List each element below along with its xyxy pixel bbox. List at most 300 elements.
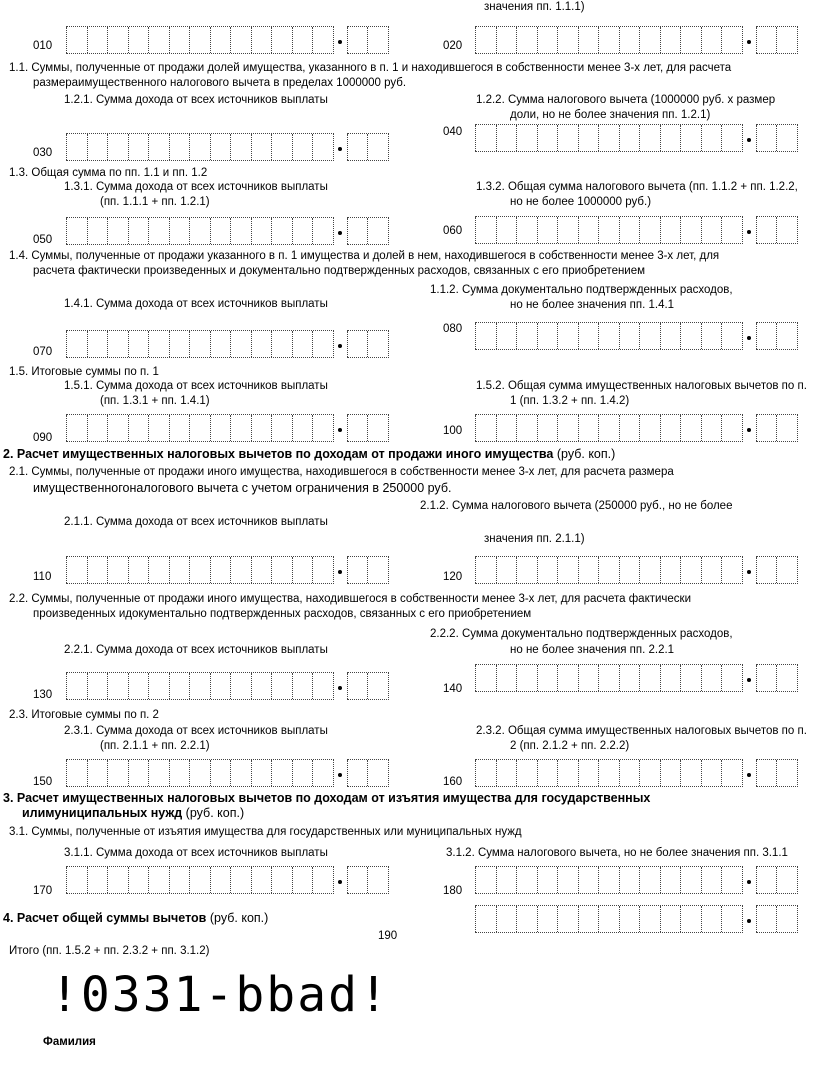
digit-cell[interactable]	[367, 415, 368, 441]
digit-cell[interactable]	[292, 218, 293, 244]
digit-cell[interactable]	[251, 331, 252, 357]
digit-cell[interactable]	[107, 134, 108, 160]
digit-cell[interactable]	[776, 665, 777, 691]
digit-cell[interactable]	[776, 323, 777, 349]
amount-field-080[interactable]	[475, 322, 798, 350]
digit-cell[interactable]	[756, 125, 757, 151]
digit-cell[interactable]	[347, 557, 348, 583]
digit-cell[interactable]	[756, 760, 757, 786]
digit-cell[interactable]	[701, 760, 702, 786]
digit-cell[interactable]	[230, 415, 231, 441]
digit-cell[interactable]	[347, 760, 348, 786]
kopecks-cells[interactable]	[347, 217, 389, 245]
digit-cell[interactable]	[66, 673, 67, 699]
digit-cell[interactable]	[271, 557, 272, 583]
kopecks-cells[interactable]	[756, 556, 798, 584]
digit-cell[interactable]	[271, 218, 272, 244]
digit-cell[interactable]	[87, 27, 88, 53]
digit-cell[interactable]	[367, 27, 368, 53]
kopecks-cells[interactable]	[756, 759, 798, 787]
digit-cell[interactable]	[312, 415, 313, 441]
digit-cell[interactable]	[537, 760, 538, 786]
digit-cell[interactable]	[721, 665, 722, 691]
digit-cell[interactable]	[312, 331, 313, 357]
digit-cell[interactable]	[756, 217, 757, 243]
digit-cell[interactable]	[169, 415, 170, 441]
digit-cell[interactable]	[680, 906, 681, 932]
digit-cell[interactable]	[367, 760, 368, 786]
digit-cell[interactable]	[292, 557, 293, 583]
digit-cell[interactable]	[721, 27, 722, 53]
amount-field-050[interactable]	[66, 217, 389, 245]
digit-cell[interactable]	[598, 125, 599, 151]
digit-cell[interactable]	[537, 415, 538, 441]
digit-cell[interactable]	[312, 218, 313, 244]
digit-cell[interactable]	[169, 760, 170, 786]
digit-cell[interactable]	[189, 557, 190, 583]
digit-cell[interactable]	[776, 867, 777, 893]
digit-cell[interactable]	[128, 415, 129, 441]
digit-cell[interactable]	[756, 27, 757, 53]
digit-cell[interactable]	[169, 867, 170, 893]
digit-cell[interactable]	[701, 27, 702, 53]
digit-cell[interactable]	[347, 331, 348, 357]
digit-cell[interactable]	[680, 665, 681, 691]
digit-cell[interactable]	[312, 557, 313, 583]
digit-cell[interactable]	[537, 27, 538, 53]
digit-cell[interactable]	[271, 331, 272, 357]
digit-cell[interactable]	[776, 415, 777, 441]
amount-field-100[interactable]	[475, 414, 798, 442]
digit-cell[interactable]	[251, 673, 252, 699]
digit-cell[interactable]	[169, 331, 170, 357]
kopecks-cells[interactable]	[756, 866, 798, 894]
digit-cell[interactable]	[496, 906, 497, 932]
digit-cell[interactable]	[107, 760, 108, 786]
digit-cell[interactable]	[639, 760, 640, 786]
digit-cell[interactable]	[107, 27, 108, 53]
digit-cell[interactable]	[756, 323, 757, 349]
digit-cell[interactable]	[756, 906, 757, 932]
digit-cell[interactable]	[128, 673, 129, 699]
digit-cell[interactable]	[660, 760, 661, 786]
digit-cell[interactable]	[516, 125, 517, 151]
rubles-cells[interactable]	[66, 414, 334, 442]
rubles-cells[interactable]	[66, 133, 334, 161]
rubles-cells[interactable]	[66, 26, 334, 54]
rubles-cells[interactable]	[475, 905, 743, 933]
digit-cell[interactable]	[680, 27, 681, 53]
digit-cell[interactable]	[66, 415, 67, 441]
digit-cell[interactable]	[598, 323, 599, 349]
digit-cell[interactable]	[475, 867, 476, 893]
digit-cell[interactable]	[312, 760, 313, 786]
digit-cell[interactable]	[230, 27, 231, 53]
digit-cell[interactable]	[721, 906, 722, 932]
digit-cell[interactable]	[619, 867, 620, 893]
digit-cell[interactable]	[367, 218, 368, 244]
digit-cell[interactable]	[598, 27, 599, 53]
digit-cell[interactable]	[128, 760, 129, 786]
digit-cell[interactable]	[107, 415, 108, 441]
digit-cell[interactable]	[66, 557, 67, 583]
digit-cell[interactable]	[148, 218, 149, 244]
digit-cell[interactable]	[721, 557, 722, 583]
digit-cell[interactable]	[639, 415, 640, 441]
digit-cell[interactable]	[347, 218, 348, 244]
kopecks-cells[interactable]	[756, 905, 798, 933]
rubles-cells[interactable]	[66, 330, 334, 358]
digit-cell[interactable]	[475, 665, 476, 691]
digit-cell[interactable]	[107, 331, 108, 357]
digit-cell[interactable]	[210, 760, 211, 786]
amount-field-040[interactable]	[475, 124, 798, 152]
digit-cell[interactable]	[701, 665, 702, 691]
digit-cell[interactable]	[189, 134, 190, 160]
kopecks-cells[interactable]	[347, 330, 389, 358]
digit-cell[interactable]	[516, 217, 517, 243]
digit-cell[interactable]	[496, 415, 497, 441]
digit-cell[interactable]	[347, 867, 348, 893]
digit-cell[interactable]	[312, 673, 313, 699]
digit-cell[interactable]	[557, 760, 558, 786]
digit-cell[interactable]	[578, 323, 579, 349]
digit-cell[interactable]	[578, 760, 579, 786]
digit-cell[interactable]	[619, 323, 620, 349]
amount-field-120[interactable]	[475, 556, 798, 584]
digit-cell[interactable]	[210, 867, 211, 893]
digit-cell[interactable]	[619, 415, 620, 441]
digit-cell[interactable]	[251, 415, 252, 441]
digit-cell[interactable]	[537, 867, 538, 893]
digit-cell[interactable]	[701, 906, 702, 932]
digit-cell[interactable]	[107, 673, 108, 699]
digit-cell[interactable]	[271, 760, 272, 786]
digit-cell[interactable]	[639, 125, 640, 151]
digit-cell[interactable]	[619, 665, 620, 691]
digit-cell[interactable]	[516, 557, 517, 583]
digit-cell[interactable]	[148, 673, 149, 699]
digit-cell[interactable]	[148, 415, 149, 441]
amount-field-020[interactable]	[475, 26, 798, 54]
digit-cell[interactable]	[210, 27, 211, 53]
digit-cell[interactable]	[496, 760, 497, 786]
digit-cell[interactable]	[598, 760, 599, 786]
amount-field-160[interactable]	[475, 759, 798, 787]
digit-cell[interactable]	[721, 867, 722, 893]
digit-cell[interactable]	[701, 323, 702, 349]
digit-cell[interactable]	[721, 125, 722, 151]
kopecks-cells[interactable]	[347, 556, 389, 584]
kopecks-cells[interactable]	[347, 414, 389, 442]
kopecks-cells[interactable]	[347, 26, 389, 54]
digit-cell[interactable]	[660, 557, 661, 583]
digit-cell[interactable]	[271, 867, 272, 893]
digit-cell[interactable]	[639, 217, 640, 243]
digit-cell[interactable]	[660, 217, 661, 243]
rubles-cells[interactable]	[475, 124, 743, 152]
digit-cell[interactable]	[701, 217, 702, 243]
digit-cell[interactable]	[251, 867, 252, 893]
digit-cell[interactable]	[578, 217, 579, 243]
digit-cell[interactable]	[292, 27, 293, 53]
amount-field-170[interactable]	[66, 866, 389, 894]
amount-field-010[interactable]	[66, 26, 389, 54]
digit-cell[interactable]	[619, 760, 620, 786]
digit-cell[interactable]	[639, 27, 640, 53]
digit-cell[interactable]	[189, 760, 190, 786]
rubles-cells[interactable]	[475, 322, 743, 350]
digit-cell[interactable]	[251, 760, 252, 786]
digit-cell[interactable]	[347, 673, 348, 699]
digit-cell[interactable]	[189, 867, 190, 893]
digit-cell[interactable]	[516, 415, 517, 441]
digit-cell[interactable]	[578, 125, 579, 151]
digit-cell[interactable]	[557, 27, 558, 53]
digit-cell[interactable]	[496, 323, 497, 349]
digit-cell[interactable]	[721, 217, 722, 243]
digit-cell[interactable]	[578, 867, 579, 893]
digit-cell[interactable]	[537, 217, 538, 243]
rubles-cells[interactable]	[66, 759, 334, 787]
digit-cell[interactable]	[475, 906, 476, 932]
amount-field-140[interactable]	[475, 664, 798, 692]
digit-cell[interactable]	[210, 673, 211, 699]
digit-cell[interactable]	[230, 557, 231, 583]
digit-cell[interactable]	[210, 415, 211, 441]
digit-cell[interactable]	[680, 217, 681, 243]
digit-cell[interactable]	[619, 125, 620, 151]
digit-cell[interactable]	[169, 673, 170, 699]
digit-cell[interactable]	[128, 218, 129, 244]
digit-cell[interactable]	[367, 134, 368, 160]
digit-cell[interactable]	[516, 867, 517, 893]
digit-cell[interactable]	[347, 27, 348, 53]
kopecks-cells[interactable]	[756, 124, 798, 152]
digit-cell[interactable]	[721, 415, 722, 441]
kopecks-cells[interactable]	[347, 672, 389, 700]
digit-cell[interactable]	[189, 331, 190, 357]
digit-cell[interactable]	[292, 867, 293, 893]
digit-cell[interactable]	[557, 415, 558, 441]
digit-cell[interactable]	[776, 125, 777, 151]
digit-cell[interactable]	[598, 665, 599, 691]
digit-cell[interactable]	[475, 125, 476, 151]
amount-field-110[interactable]	[66, 556, 389, 584]
digit-cell[interactable]	[230, 218, 231, 244]
digit-cell[interactable]	[639, 665, 640, 691]
rubles-cells[interactable]	[475, 216, 743, 244]
digit-cell[interactable]	[776, 557, 777, 583]
digit-cell[interactable]	[660, 125, 661, 151]
digit-cell[interactable]	[148, 331, 149, 357]
digit-cell[interactable]	[169, 218, 170, 244]
kopecks-cells[interactable]	[756, 216, 798, 244]
rubles-cells[interactable]	[475, 759, 743, 787]
digit-cell[interactable]	[660, 415, 661, 441]
digit-cell[interactable]	[475, 27, 476, 53]
digit-cell[interactable]	[660, 27, 661, 53]
rubles-cells[interactable]	[475, 26, 743, 54]
amount-field-090[interactable]	[66, 414, 389, 442]
digit-cell[interactable]	[537, 665, 538, 691]
digit-cell[interactable]	[148, 557, 149, 583]
digit-cell[interactable]	[680, 557, 681, 583]
digit-cell[interactable]	[557, 557, 558, 583]
digit-cell[interactable]	[776, 217, 777, 243]
digit-cell[interactable]	[292, 415, 293, 441]
digit-cell[interactable]	[189, 415, 190, 441]
digit-cell[interactable]	[660, 906, 661, 932]
digit-cell[interactable]	[496, 665, 497, 691]
digit-cell[interactable]	[516, 27, 517, 53]
digit-cell[interactable]	[756, 557, 757, 583]
digit-cell[interactable]	[128, 134, 129, 160]
digit-cell[interactable]	[87, 218, 88, 244]
digit-cell[interactable]	[210, 218, 211, 244]
digit-cell[interactable]	[721, 760, 722, 786]
digit-cell[interactable]	[475, 415, 476, 441]
digit-cell[interactable]	[475, 557, 476, 583]
digit-cell[interactable]	[367, 331, 368, 357]
digit-cell[interactable]	[701, 415, 702, 441]
digit-cell[interactable]	[189, 218, 190, 244]
digit-cell[interactable]	[251, 218, 252, 244]
digit-cell[interactable]	[107, 557, 108, 583]
digit-cell[interactable]	[701, 557, 702, 583]
digit-cell[interactable]	[680, 323, 681, 349]
digit-cell[interactable]	[598, 906, 599, 932]
digit-cell[interactable]	[128, 331, 129, 357]
digit-cell[interactable]	[66, 331, 67, 357]
digit-cell[interactable]	[271, 27, 272, 53]
kopecks-cells[interactable]	[347, 759, 389, 787]
digit-cell[interactable]	[660, 323, 661, 349]
digit-cell[interactable]	[578, 906, 579, 932]
rubles-cells[interactable]	[475, 664, 743, 692]
digit-cell[interactable]	[496, 27, 497, 53]
rubles-cells[interactable]	[475, 414, 743, 442]
digit-cell[interactable]	[776, 27, 777, 53]
digit-cell[interactable]	[537, 125, 538, 151]
digit-cell[interactable]	[271, 134, 272, 160]
digit-cell[interactable]	[496, 125, 497, 151]
rubles-cells[interactable]	[66, 556, 334, 584]
digit-cell[interactable]	[639, 557, 640, 583]
amount-field-030[interactable]	[66, 133, 389, 161]
digit-cell[interactable]	[169, 134, 170, 160]
digit-cell[interactable]	[496, 557, 497, 583]
rubles-cells[interactable]	[475, 556, 743, 584]
digit-cell[interactable]	[292, 760, 293, 786]
digit-cell[interactable]	[87, 415, 88, 441]
digit-cell[interactable]	[271, 415, 272, 441]
digit-cell[interactable]	[619, 27, 620, 53]
digit-cell[interactable]	[251, 134, 252, 160]
digit-cell[interactable]	[516, 760, 517, 786]
digit-cell[interactable]	[210, 557, 211, 583]
kopecks-cells[interactable]	[347, 133, 389, 161]
digit-cell[interactable]	[210, 331, 211, 357]
amount-field-070[interactable]	[66, 330, 389, 358]
digit-cell[interactable]	[557, 906, 558, 932]
digit-cell[interactable]	[475, 323, 476, 349]
amount-field-130[interactable]	[66, 672, 389, 700]
digit-cell[interactable]	[557, 323, 558, 349]
digit-cell[interactable]	[756, 867, 757, 893]
digit-cell[interactable]	[66, 867, 67, 893]
digit-cell[interactable]	[680, 760, 681, 786]
digit-cell[interactable]	[619, 906, 620, 932]
digit-cell[interactable]	[87, 134, 88, 160]
digit-cell[interactable]	[230, 331, 231, 357]
digit-cell[interactable]	[598, 867, 599, 893]
digit-cell[interactable]	[619, 557, 620, 583]
digit-cell[interactable]	[475, 760, 476, 786]
digit-cell[interactable]	[66, 27, 67, 53]
digit-cell[interactable]	[251, 557, 252, 583]
kopecks-cells[interactable]	[756, 414, 798, 442]
digit-cell[interactable]	[680, 125, 681, 151]
digit-cell[interactable]	[557, 217, 558, 243]
digit-cell[interactable]	[128, 867, 129, 893]
digit-cell[interactable]	[148, 134, 149, 160]
digit-cell[interactable]	[680, 867, 681, 893]
digit-cell[interactable]	[230, 673, 231, 699]
digit-cell[interactable]	[639, 906, 640, 932]
amount-field-180[interactable]	[475, 866, 798, 894]
kopecks-cells[interactable]	[756, 322, 798, 350]
rubles-cells[interactable]	[66, 866, 334, 894]
kopecks-cells[interactable]	[347, 866, 389, 894]
digit-cell[interactable]	[756, 415, 757, 441]
digit-cell[interactable]	[271, 673, 272, 699]
digit-cell[interactable]	[87, 673, 88, 699]
digit-cell[interactable]	[169, 557, 170, 583]
digit-cell[interactable]	[292, 134, 293, 160]
digit-cell[interactable]	[347, 415, 348, 441]
digit-cell[interactable]	[660, 665, 661, 691]
digit-cell[interactable]	[557, 125, 558, 151]
digit-cell[interactable]	[251, 27, 252, 53]
digit-cell[interactable]	[598, 217, 599, 243]
digit-cell[interactable]	[230, 760, 231, 786]
digit-cell[interactable]	[66, 134, 67, 160]
digit-cell[interactable]	[680, 415, 681, 441]
digit-cell[interactable]	[578, 557, 579, 583]
digit-cell[interactable]	[776, 760, 777, 786]
digit-cell[interactable]	[148, 27, 149, 53]
amount-field-150[interactable]	[66, 759, 389, 787]
digit-cell[interactable]	[367, 557, 368, 583]
digit-cell[interactable]	[367, 867, 368, 893]
digit-cell[interactable]	[148, 867, 149, 893]
amount-field-190[interactable]	[475, 905, 798, 933]
digit-cell[interactable]	[230, 134, 231, 160]
digit-cell[interactable]	[639, 323, 640, 349]
digit-cell[interactable]	[107, 867, 108, 893]
digit-cell[interactable]	[292, 673, 293, 699]
digit-cell[interactable]	[701, 867, 702, 893]
digit-cell[interactable]	[87, 760, 88, 786]
digit-cell[interactable]	[578, 415, 579, 441]
kopecks-cells[interactable]	[756, 26, 798, 54]
digit-cell[interactable]	[598, 415, 599, 441]
digit-cell[interactable]	[639, 867, 640, 893]
digit-cell[interactable]	[189, 27, 190, 53]
digit-cell[interactable]	[312, 867, 313, 893]
digit-cell[interactable]	[496, 867, 497, 893]
